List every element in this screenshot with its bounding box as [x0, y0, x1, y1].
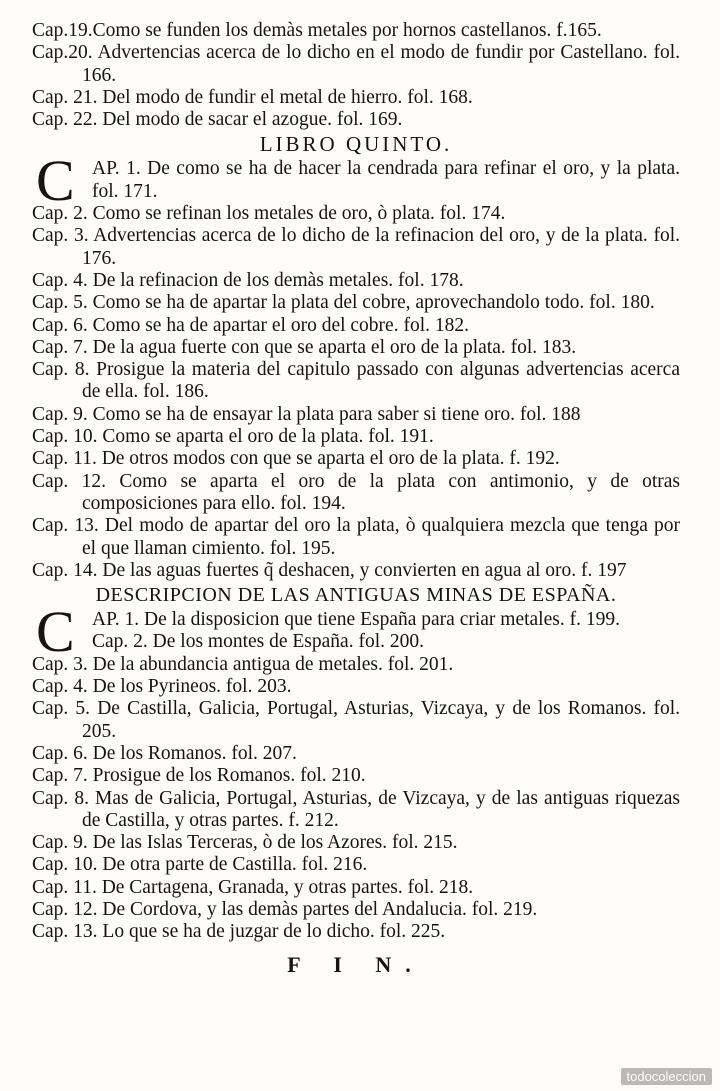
toc-entry: Cap. 4. De los Pyrineos. fol. 203.	[32, 676, 292, 698]
toc-entry: Cap. 2. Como se refinan los metales de oro, ò plata. fol. 174.	[32, 203, 506, 225]
toc-entry: Cap.19.Como se funden los demàs metales por hornos castellanos. f.165.	[32, 20, 602, 41]
drop-cap: C	[36, 148, 75, 214]
toc-entry: Cap. 3. De la abundancia antigua de metales. fol. 201.	[32, 653, 454, 675]
toc-descripcion	[32, 599, 680, 943]
toc-entry-text: AP. 1. De como se ha de hacer la cendrada para refinar el oro, y la plata. fol. 171.	[92, 158, 680, 202]
toc-entry: Cap. 9. Como se ha de ensayar la plata para saber si tiene oro. fol. 188	[32, 403, 581, 425]
toc-entry: Cap. 11. De otros modos con que se aparta el oro de la plata. f. 192.	[32, 448, 560, 470]
toc-entry-text: Cap. 2. De los montes de España. fol. 200.	[92, 631, 424, 653]
toc-entry: Cap. 21. Del modo de fundir el metal de hierro. fol. 168.	[32, 86, 473, 108]
toc-entry: Cap. 9. De las Islas Terceras, ò de los Azores. fol. 215.	[32, 832, 458, 854]
toc-entry-text: AP. 1. De la disposicion que tiene España para criar metales. f. 199.	[92, 609, 620, 631]
toc-entry: Cap. 7. De la agua fuerte con que se aparta el oro de la plata. fol. 183.	[32, 336, 577, 358]
drop-cap: C	[36, 599, 75, 665]
section-heading-descripcion: DESCRIPCION DE LAS ANTIGUAS MINAS DE ESPAÑA.	[95, 584, 617, 607]
toc-entry: Cap. 11. De Cartagena, Granada, y otras partes. fol. 218.	[32, 876, 474, 898]
section-heading-libro-quinto: LIBRO QUINTO.	[259, 132, 453, 157]
toc-entry: Cap. 8. Prosigue la materia del capitulo passado con algunas advertencias acerca de ella. fol. 186.	[32, 359, 680, 403]
toc-entry: Cap. 13. Del modo de apartar del oro la plata, ò qualquiera mezcla que tenga por el que llaman cimiento. fol. 195.	[32, 515, 680, 559]
toc-libro-quinto	[32, 148, 680, 582]
toc-entry: Cap. 13. Lo que se ha de juzgar de lo dicho. fol. 225.	[32, 921, 446, 943]
toc-entry: Cap. 5. Como se ha de apartar la plata del cobre, aprovechandolo todo. fol. 180.	[32, 292, 655, 314]
toc-entry: Cap.20. Advertencias acerca de lo dicho en el modo de fundir por Castellano. fol. 166.	[32, 42, 680, 86]
toc-entry: Cap. 14. De las aguas fuertes q̃ deshacen, y convierten en agua al oro. f. 197	[32, 559, 627, 581]
toc-entry: Cap. 10. Como se aparta el oro de la plata. fol. 191.	[32, 426, 434, 448]
toc-entry: Cap. 7. Prosigue de los Romanos. fol. 210.	[32, 765, 366, 787]
toc-entry: Cap. 12. Como se aparta el oro de la plata con antimonio, y de otras composiciones para ello. fol. 194.	[32, 470, 680, 514]
toc-entry: Cap. 3. Advertencias acerca de lo dicho de la refinacion del oro, y de la plata. fol. 176.	[32, 225, 680, 269]
watermark: todocoleccion	[621, 1068, 713, 1085]
toc-entry: Cap. 22. Del modo de sacar el azogue. fol. 169.	[32, 109, 403, 131]
toc-entry: Cap. 8. Mas de Galicia, Portugal, Asturias, de Vizcaya, y de las antiguas riquezas de Castilla, y otras partes. f. 212.	[32, 787, 680, 831]
toc-entry: Cap. 5. De Castilla, Galicia, Portugal, Asturias, Vizcaya, y de los Romanos. fol. 205.	[32, 698, 680, 742]
toc-libro-cuarto-end	[32, 20, 680, 131]
fin-text: F I N.	[287, 951, 425, 977]
toc-entry: Cap. 10. De otra parte de Castilla. fol. 216.	[32, 854, 368, 876]
toc-entry: Cap. 12. De Cordova, y las demàs partes del Andalucia. fol. 219.	[32, 898, 538, 920]
toc-entry: Cap. 4. De la refinacion de los demàs metales. fol. 178.	[32, 269, 464, 291]
toc-entry: Cap. 6. Como se ha de apartar el oro del cobre. fol. 182.	[32, 314, 469, 336]
toc-entry: Cap. 6. De los Romanos. fol. 207.	[32, 742, 297, 764]
